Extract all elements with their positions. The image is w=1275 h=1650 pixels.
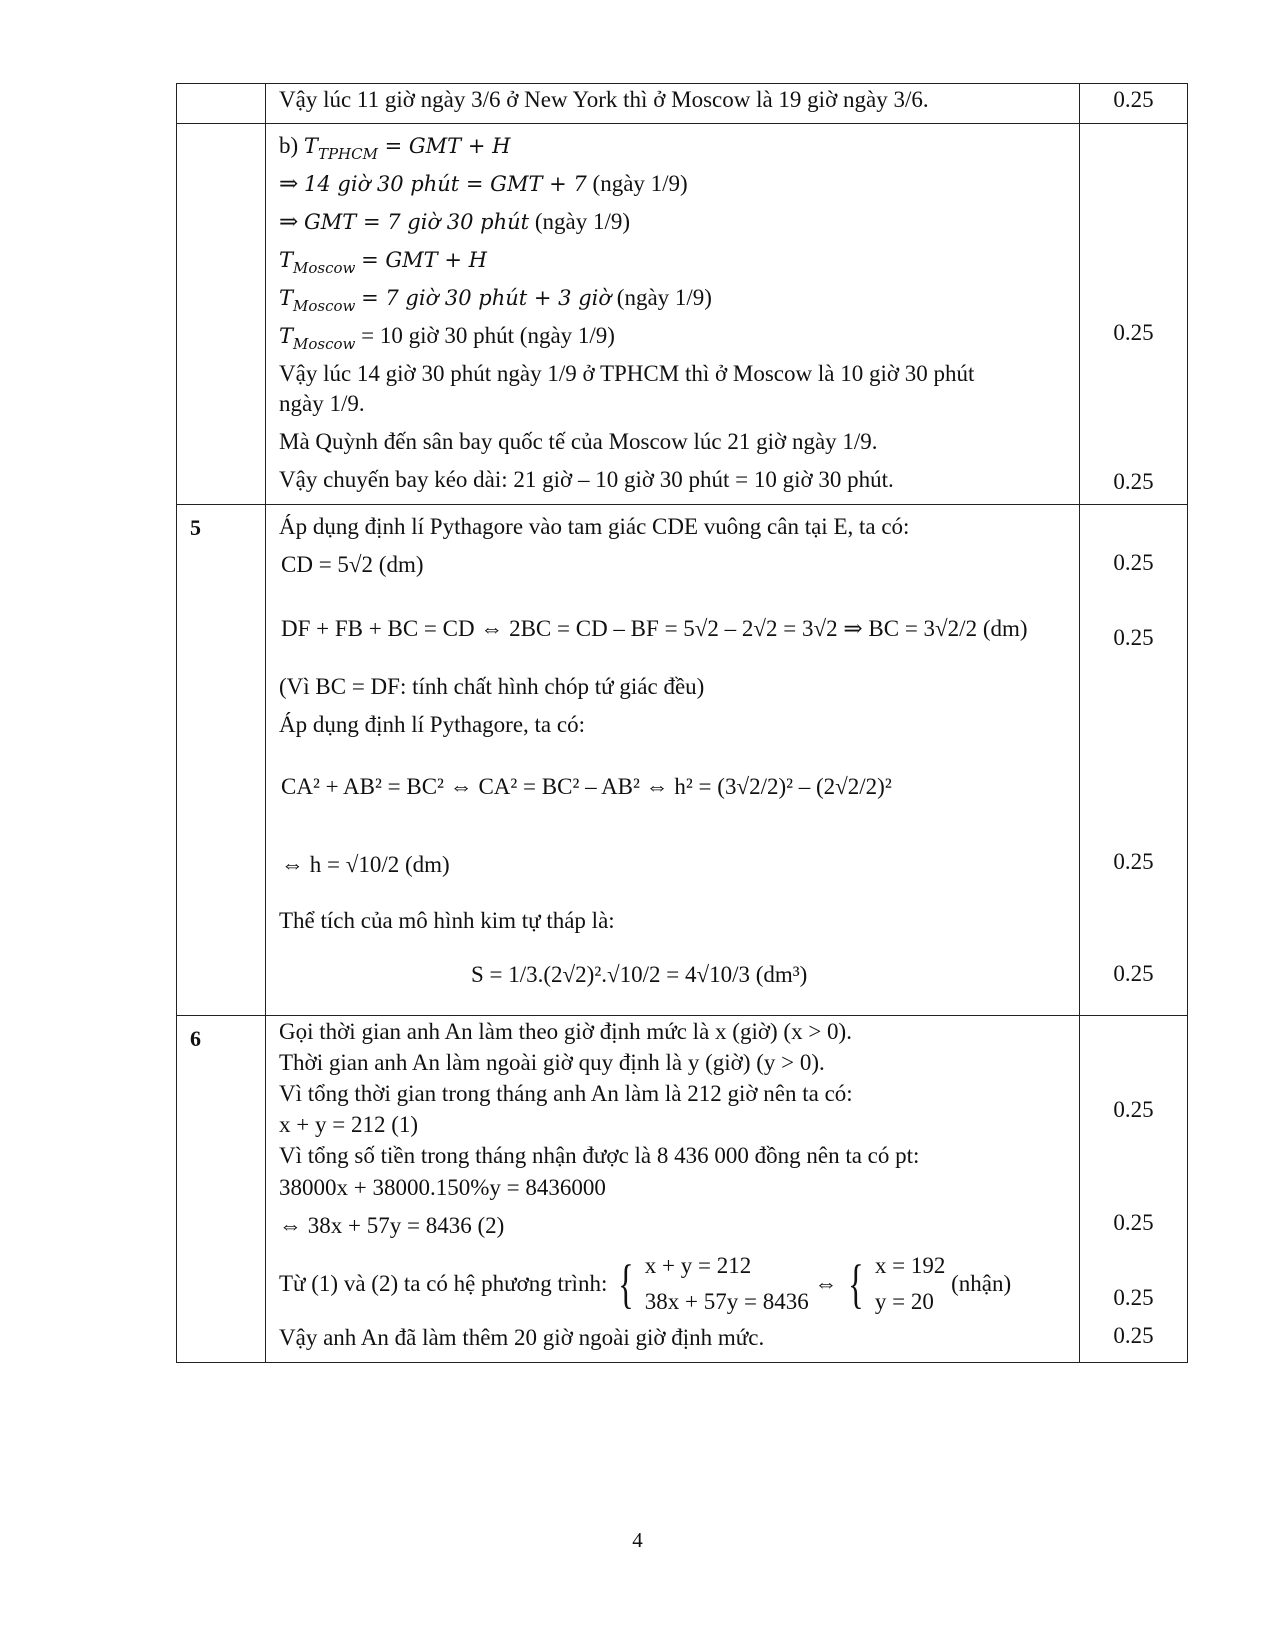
formula: = GMT + H <box>361 248 487 272</box>
solution-line: Vậy chuyến bay kéo dài: 21 giờ – 10 giờ 30 phút = 10 giờ 30 phút. <box>279 467 894 492</box>
score: 0.25 <box>1113 625 1154 650</box>
formula-line: CA² + AB² = BC² ⇔ CA² = BC² – AB² ⇔ h² = (3√2/2)² – (2√2/2)² <box>281 774 892 799</box>
equation: y = 20 <box>874 1289 934 1314</box>
solution-line: Vậy lúc 14 giờ 30 phút ngày 1/9 ở TPHCM thì ở Moscow là 10 giờ 30 phút <box>279 361 975 386</box>
solution-line: ngày 1/9. <box>279 391 365 416</box>
implies-symbol: ⇒ <box>279 171 305 196</box>
accept-note: (nhận) <box>951 1271 1012 1296</box>
solution-line: $T_{Moscow} = 7$ giờ 30 phút + 3 giờ (ngày 1/9) <box>279 285 712 315</box>
formula-line: ⇔ h = √10/2 (dm) <box>281 852 450 877</box>
solution-line: Vậy anh An đã làm thêm 20 giờ ngoài giờ định mức. <box>279 1325 765 1350</box>
score: 0.25 <box>1113 550 1154 575</box>
part-label: b) <box>279 133 304 158</box>
solution-cell <box>266 84 1080 124</box>
question-cell <box>177 84 266 124</box>
score-cell <box>1080 1016 1188 1363</box>
solution-line <box>279 208 630 236</box>
solution-line: Thể tích của mô hình kim tự tháp là: <box>279 908 615 933</box>
solution-line: $T_{Moscow}$ = GMT + H <box>279 248 487 277</box>
solution-line: 38000x + 38000.150%y = 8436000 <box>279 1175 606 1200</box>
formula-symbol: T <box>279 248 294 272</box>
solution-line: (Vì BC = DF: tính chất hình chóp tứ giác đều) <box>279 674 705 699</box>
question-number: 5 <box>190 515 201 540</box>
solution-line: $T_{Moscow} = 10$ giờ 30 phút (ngày 1/9) <box>279 323 615 353</box>
score: 0.25 <box>1113 469 1154 494</box>
solution-line: Vậy lúc 11 giờ ngày 3/6 ở New York thì ở Moscow là 19 giờ ngày 3/6. <box>279 87 929 112</box>
system-line <box>279 1248 1011 1320</box>
date-note: (ngày 1/9) <box>611 285 712 310</box>
equation: x = 192 <box>874 1253 946 1278</box>
formula-line: CD = 5√2 (dm) <box>281 552 424 577</box>
score: 0.25 <box>1113 961 1154 986</box>
question-cell <box>177 505 266 1016</box>
score: 0.25 <box>1113 1323 1154 1348</box>
equation-system <box>875 1248 945 1320</box>
date-note: (ngày 1/9) <box>529 209 631 234</box>
equation: x + y = 212 <box>644 1253 752 1278</box>
solution-line: x + y = 212 (1) <box>279 1112 419 1137</box>
solution-line <box>279 170 688 198</box>
score: 0.25 <box>1113 849 1154 874</box>
equation: 38x + 57y = 8436 <box>644 1289 809 1314</box>
score: 0.25 <box>1113 87 1154 112</box>
implies-symbol: ⇒ <box>279 209 305 234</box>
solution-line: Mà Quỳnh đến sân bay quốc tế của Moscow lúc 21 giờ ngày 1/9. <box>279 429 878 454</box>
system-intro: Từ (1) và (2) ta có hệ phương trình: <box>279 1271 608 1296</box>
answer-key-table <box>176 83 1188 1363</box>
table-row <box>177 124 1188 505</box>
formula-line: S = 1/3.(2√2)².√10/2 = 4√10/3 (dm³) <box>471 962 808 987</box>
solution-cell <box>266 1016 1080 1363</box>
solution-line: Áp dụng định lí Pythagore, ta có: <box>279 712 585 737</box>
formula: GMT = 7 giờ 30 phút <box>304 210 530 234</box>
equation-system <box>645 1248 809 1320</box>
formula: 14 giờ 30 phút = GMT + 7 <box>304 172 587 196</box>
question-number: 6 <box>190 1026 201 1051</box>
score: 0.25 <box>1113 320 1154 345</box>
formula: GMT + H <box>408 134 511 158</box>
brace-icon: { <box>848 1254 864 1314</box>
table-row <box>177 1016 1188 1363</box>
solution-line: Vì tổng số tiền trong tháng nhận được là 8 436 000 đồng nên ta có pt: <box>279 1143 920 1168</box>
page-number: 4 <box>632 1528 643 1552</box>
equivalence-symbol: ⇔ <box>814 1271 838 1296</box>
score-cell <box>1080 505 1188 1016</box>
solution-line: Vì tổng thời gian trong tháng anh An làm là 212 giờ nên ta có: <box>279 1081 853 1106</box>
formula-symbol: T <box>279 324 294 348</box>
formula-line: DF + FB + BC = CD ⇔ 2BC = CD – BF = 5√2 – 2√2 = 3√2 ⇒ BC = 3√2/2 (dm) <box>281 616 1028 641</box>
score-cell <box>1080 84 1188 124</box>
solution-line: Gọi thời gian anh An làm theo giờ định mức là x (giờ) (x > 0). <box>279 1019 852 1044</box>
solution-line: ⇔ 38x + 57y = 8436 (2) <box>279 1213 505 1238</box>
table-row <box>177 505 1188 1016</box>
formula-symbol: T <box>279 286 294 310</box>
formula-subscript: TPHCM <box>317 145 378 163</box>
formula: = 7 giờ 30 phút + 3 giờ <box>361 286 612 310</box>
formula-symbol: T <box>303 134 318 158</box>
table-row <box>177 84 1188 124</box>
score-cell <box>1080 124 1188 505</box>
score: 0.25 <box>1113 1210 1154 1235</box>
solution-line: Thời gian anh An làm ngoài giờ quy định là y (giờ) (y > 0). <box>279 1050 825 1075</box>
solution-line: b) $T_{TPHCM}$ = GMT + H <box>279 133 511 163</box>
question-cell <box>177 1016 266 1363</box>
solution-line: Áp dụng định lí Pythagore vào tam giác CDE vuông cân tại E, ta có: <box>279 514 910 539</box>
solution-cell <box>266 124 1080 505</box>
score: 0.25 <box>1113 1097 1154 1122</box>
date-note: (ngày 1/9) <box>586 171 688 196</box>
question-cell <box>177 124 266 505</box>
solution-cell <box>266 505 1080 1016</box>
brace-icon: { <box>618 1254 634 1314</box>
score: 0.25 <box>1113 1285 1154 1310</box>
formula: = 10 giờ 30 phút (ngày 1/9) <box>361 323 615 348</box>
